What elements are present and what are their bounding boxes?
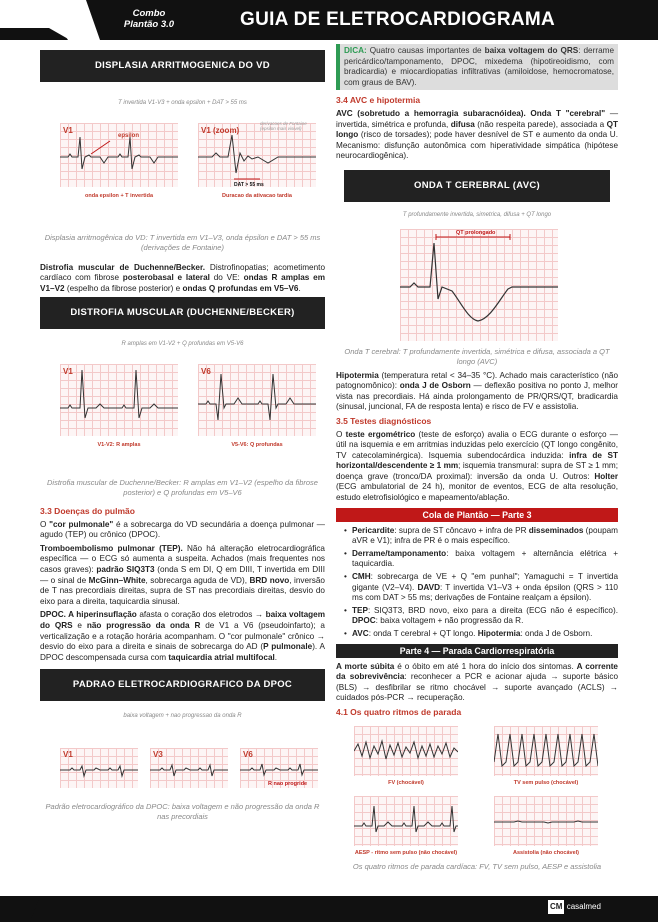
ecg-grid-duchenne-v1 (60, 364, 178, 436)
text-bold: → baixa voltagem do QRS (40, 610, 325, 630)
caption-duchenne: Distrofia muscular de Duchenne/Becker: R amplas em V1–V2 (espelho da fibrose posterior) e Q profundas em V5–V6 (47, 477, 318, 497)
caption-displasia: Displasia arritmogênica do VD: T invertida em V1–V3, onda épsilon e DAT > 55 ms (derivações de Fontaine) (44, 232, 321, 252)
left-column (40, 44, 325, 822)
text-bold: ondas R amplas em V1–V2 (40, 273, 325, 293)
tip-label: DICA: (344, 46, 367, 55)
caption-tv: TV sem pulso (chocável) (513, 779, 579, 786)
text: Quatro causas importantes de (366, 46, 485, 55)
ecg-grid-aesp (354, 796, 458, 846)
text: — invertida, simétrica e profunda, (336, 108, 619, 129)
text: e (72, 620, 87, 630)
text-bold: McGinn–White (88, 575, 146, 585)
text-bold: BRD novo (249, 575, 290, 585)
text-bold: "cor pulmonale" (49, 519, 114, 529)
caption-duchenne-v1: V1-V2: R amplas (97, 441, 141, 448)
text-bold: P pulmonale (263, 642, 313, 652)
text: Não há alteração eletrocardiográfica específica — o ECG só aumenta a suspeita. Achados (mais frequentes nos casos graves): (40, 543, 325, 574)
text: (temperatura retal < 34–35 °C). Achado mais característico (não patognomônico): (336, 370, 618, 391)
cola-item (344, 606, 618, 627)
text-bold: AVC (sobretudo a hemorragia subaracnóidea). Onda T "cerebral" (336, 108, 606, 118)
cola-list (336, 526, 618, 640)
text: — deflexão positiva no ponto J, melhor vista nas precordiais. Há ainda prolongamento de PR/QRS/QT, bradicardia (sinusal, juncional, FA de resposta lenta) e risco de FV e assistolia. (336, 381, 618, 412)
paragraph-morte-subita (336, 662, 618, 704)
ecg-trace-tv (494, 726, 598, 776)
cola-item (344, 629, 618, 640)
section-bar-duchenne: DISTROFIA MUSCULAR (DUCHENNE/BECKER) (40, 297, 325, 329)
ecg-grid-duchenne-v6 (198, 364, 316, 436)
cola-item (344, 549, 618, 570)
lead-label-duchenne-v6: V6 (201, 366, 211, 376)
text-bold: Hipotermia (477, 629, 521, 638)
caption-ritmos: Os quatro ritmos de parada cardíaca: FV, TV sem pulso, AESP e assistolia (352, 861, 602, 871)
text: (espelho da fibrose posterior) e (64, 283, 183, 293)
figure-note-onda-t: T profundamente invertida, simetrica, difusa + QT longo (402, 211, 552, 218)
figure-dpoc (40, 732, 325, 792)
caption-aesp: AESP - ritmo sem pulso (não chocável) (354, 849, 458, 856)
text-bold: ondas Q profundas em V5–V6 (182, 283, 299, 293)
text: é o óbito em até 1 hora do início dos sintomas. (394, 661, 577, 671)
text: : SIQ3T3, BRD novo, eixo para a direita (ECG não é específico). (367, 605, 618, 615)
figure-displasia (40, 119, 325, 215)
text-bold: infra de ST horizontal/descendente ≥ 1 mm (336, 450, 618, 471)
text: (risco de torsades); pode haver desnível de ST e aumento da onda U. Mecanismo: disfunção autonômica com hiperatividade simpática (hipótese neurocardiogênica). (336, 130, 618, 161)
ecg-trace-duchenne-v1 (60, 364, 178, 436)
brand-logo (108, 8, 190, 30)
text: é a sobrecarga do VD secundária a doença pulmonar — agudo (TEP) ou crônico (DPOC). (40, 519, 325, 540)
lead-label-dpoc-v1: V1 (63, 749, 73, 759)
footer-logo-cm: CM (548, 900, 564, 914)
figure-note-displasia: T invertida V1-V3 + onda epsilon + DAT > 55 ms (118, 100, 247, 106)
text-bold: padrão SIQ3T3 (96, 564, 155, 574)
page-header (0, 0, 658, 40)
figure-duchenne (40, 360, 325, 460)
brand-line2: Plantão 3.0 (123, 19, 175, 30)
page-title: GUIA DE ELETROCARDIOGRAMA (240, 9, 556, 30)
paragraph-testes (336, 430, 618, 504)
caption-onda-t: Onda T cerebral: T profundamente invertida, simétrica e difusa, associada a QT longo (AVC) (344, 346, 610, 366)
heading-pulmao: 3.3 Doenças do pulmão (40, 505, 135, 516)
text-bold: DAVD (417, 582, 441, 592)
ecg-grid-v1 (60, 123, 178, 187)
section-bar-parte4: Parte 4 — Parada Cardiorrespiratória (336, 644, 618, 658)
text: O (336, 429, 346, 439)
text: (não respeita parede), associada a (474, 119, 607, 129)
paragraph-dpoc (40, 610, 325, 663)
text-bold: Hipotermia (336, 370, 379, 380)
cola-item (344, 526, 618, 547)
text-bold: onda J de Osborn (399, 381, 471, 391)
ecg-grid-v1-zoom (198, 120, 316, 188)
ecg-grid-dpoc-v1 (60, 748, 138, 788)
figure-note-duchenne: R amplas em V1-V2 + Q profundas em V5-V6 (121, 341, 244, 348)
caption-panel-v1-zoom: Duracao da ativacao tardia (221, 192, 292, 199)
text: do VE: (209, 273, 244, 283)
text: . (274, 652, 278, 662)
text: : sobrecarga de VE + Q "em punhal"; Yamaguchi = T invertida gigante (V2–V4). (352, 572, 618, 592)
brand-line1: Combo (132, 8, 166, 19)
text-bold: disseminados (528, 525, 584, 535)
section-bar-onda-t: ONDA T CEREBRAL (AVC) (344, 170, 610, 202)
text: : baixa voltagem + alternância elétrica + taquicardia. (352, 548, 618, 569)
lead-label-v1: V1 (63, 125, 73, 135)
heading-avc: 3.4 AVC e hipotermia (336, 95, 421, 106)
text-bold: teste ergométrico (345, 429, 416, 439)
text-bold: não progressão da onda R (86, 620, 201, 630)
footer-logo-text: casalmed (566, 902, 601, 911)
paragraph-tep (40, 544, 325, 608)
ecg-grid-fv (354, 726, 458, 776)
text: , sobrecarga aguda de VD), (145, 575, 250, 585)
caption-panel-v1: onda epsilon + T invertida (85, 192, 153, 199)
text: Distrofinopatias; acometimento cardíaco com fibrose (40, 262, 325, 283)
qt-prolongado-label: QT prolongado (456, 229, 496, 236)
text-bold: Tromboembolismo pulmonar (TEP). (40, 543, 183, 553)
text-bold: TEP (352, 605, 368, 615)
text: afasta o coração dos eletrodos (136, 610, 255, 620)
section-bar-displasia: DISPLASIA ARRITMOGENICA DO VD (40, 50, 325, 82)
ecg-trace-onda-t (400, 229, 558, 341)
text: : reconhecer a PCR e acionar ajuda → suporte básico (BLS) → desfibrilar se ritmo chocável → suporte avançado (ACLS) → cuidados pós-PCR → recuperação. (336, 672, 618, 703)
cola-item (344, 572, 618, 604)
figure-onda-t (336, 225, 618, 345)
caption-assistolia: Assistolia (não chocável) (512, 849, 580, 856)
dat-label: DAT > 55 ms (234, 181, 264, 188)
text-bold: AVC (352, 629, 369, 638)
ecg-trace-duchenne-v6 (198, 364, 316, 436)
caption-duchenne-v6: V5-V6: Q profundas (231, 441, 283, 448)
ecg-grid-assistolia (494, 796, 598, 846)
ecg-grid-onda-t (400, 229, 558, 341)
section-bar-dpoc: PADRAO ELETROCARDIOGRAFICO DA DPOC (40, 669, 325, 701)
fontaine-note: derivacoes de Fontaine (epsilon mais visivel) (260, 120, 307, 131)
text: , inversão de T nas precordiais direitas, supra de ST nas precordiais direitas, desvio do eixo para a direita, taquicardia sinusal. (40, 575, 325, 606)
footer-logo (548, 900, 618, 914)
right-column (336, 44, 618, 872)
text-bold: difusa (450, 119, 475, 129)
ecg-grid-tv (494, 726, 598, 776)
r-nao-progride-label: R nao progride (268, 780, 308, 787)
text-bold: taquicardia atrial multifocal (168, 652, 275, 662)
text-bold: QT longo (336, 119, 618, 140)
text: . (298, 283, 301, 293)
epsilon-label: epsilon (118, 132, 140, 139)
text: : T invertida V1–V3 + onda épsilon (QRS > 110 ms com DAT > 55 ms; derivações de Fontaine realçam a épsilon). (352, 582, 618, 603)
text-bold: Derrame/tamponamento (352, 548, 447, 558)
text: (poupam aVR e V1); infra de PR é o mais específico. (352, 525, 618, 546)
text: : derrame pericárdico/tamponamento, DPOC, mixedema (hipotireoidismo, com bradicardia) e miocardiopatias infiltrativas (amiloidose, hemocromatose, com graus de BAV). (344, 46, 614, 87)
paragraph-hipotermia (336, 371, 618, 413)
text-bold: Holter (594, 471, 618, 481)
ecg-grid-dpoc-v3 (150, 748, 228, 788)
ecg-trace-aesp (354, 796, 458, 846)
lead-label-duchenne-v1: V1 (63, 366, 73, 376)
text-bold: posterobasal e lateral (122, 273, 210, 283)
ecg-trace-assistolia (494, 796, 598, 846)
ecg-trace-fv (354, 726, 458, 776)
text: ; isquemia transmural: supra de ST ≥ 1 mm; doença grave (tronco/DA proximal): inversão da onda U. Outros: (336, 461, 618, 481)
figure-note-dpoc: baixa voltagem + nao progressao da onda R (123, 713, 242, 720)
text: (ECG ambulatorial de 24 h), monitor de eventos, ECG de alta resolução, estudo eletrofisiológico e mapeamento/ablação. (336, 482, 618, 503)
text-bold: A morte súbita (336, 661, 395, 671)
text-bold: baixa voltagem do QRS (484, 46, 579, 55)
section-bar-cola: Cola de Plantão — Parte 3 (336, 508, 618, 522)
lead-label-dpoc-v3: V3 (153, 749, 163, 759)
text-bold: DPOC. A hiperinsuflação (40, 610, 137, 620)
text-bold: DPOC (352, 616, 376, 626)
ecg-grid-dpoc-v6 (240, 748, 318, 788)
caption-fv: FV (chocável) (388, 779, 424, 786)
lead-label-dpoc-v6: V6 (243, 749, 253, 759)
text: (onda S em DI, Q em DIII, T invertida em DIII — o sinal de (40, 564, 325, 585)
text: : onda J de Osborn. (520, 629, 593, 638)
heading-testes: 3.5 Testes diagnósticos (336, 415, 432, 426)
text: ). A DPOC descompensada cursa com (40, 642, 326, 662)
paragraph-duchenne (40, 263, 325, 295)
caption-dpoc: Padrão eletrocardiográfico da DPOC: baixa voltagem e não progressão da onda R nas precordiais (45, 801, 320, 821)
text-bold: CMH (352, 572, 371, 582)
heading-ritmos: 4.1 Os quatro ritmos de parada (336, 706, 462, 717)
text: de V1 a V6 (pseudoinfarto); a verticalização e a rotação horária acompanham. O "cor pulmonale" crônico → desvio do eixo para a direita e sinais de sobrecarga do AD ( (40, 620, 325, 652)
text-bold: Distrofia muscular de Duchenne/Becker. (40, 262, 205, 272)
text: : baixa voltagem + não progressão da R. (375, 616, 524, 626)
text: : supra de ST côncavo + infra de PR (394, 525, 529, 535)
paragraph-cor-pulmonale (40, 520, 325, 541)
text: (teste de esforço) avalia o ECG durante o esforço — útil na isquemia e em arritmias induzidas pelo exercício (QT longo congênito, TV catecolaminérgica). Isquemia subendocárdica induzida: (336, 429, 618, 460)
tip-box (336, 44, 618, 90)
text-bold: Pericardite (352, 525, 395, 535)
lead-label-v1-zoom: V1 (zoom) (201, 125, 240, 135)
text-bold: A corrente da sobrevivência (336, 661, 618, 682)
text: : onda T cerebral + QT longo. (368, 629, 478, 638)
text: O (40, 519, 50, 529)
figure-ritmos (336, 724, 618, 858)
paragraph-avc (336, 109, 618, 162)
